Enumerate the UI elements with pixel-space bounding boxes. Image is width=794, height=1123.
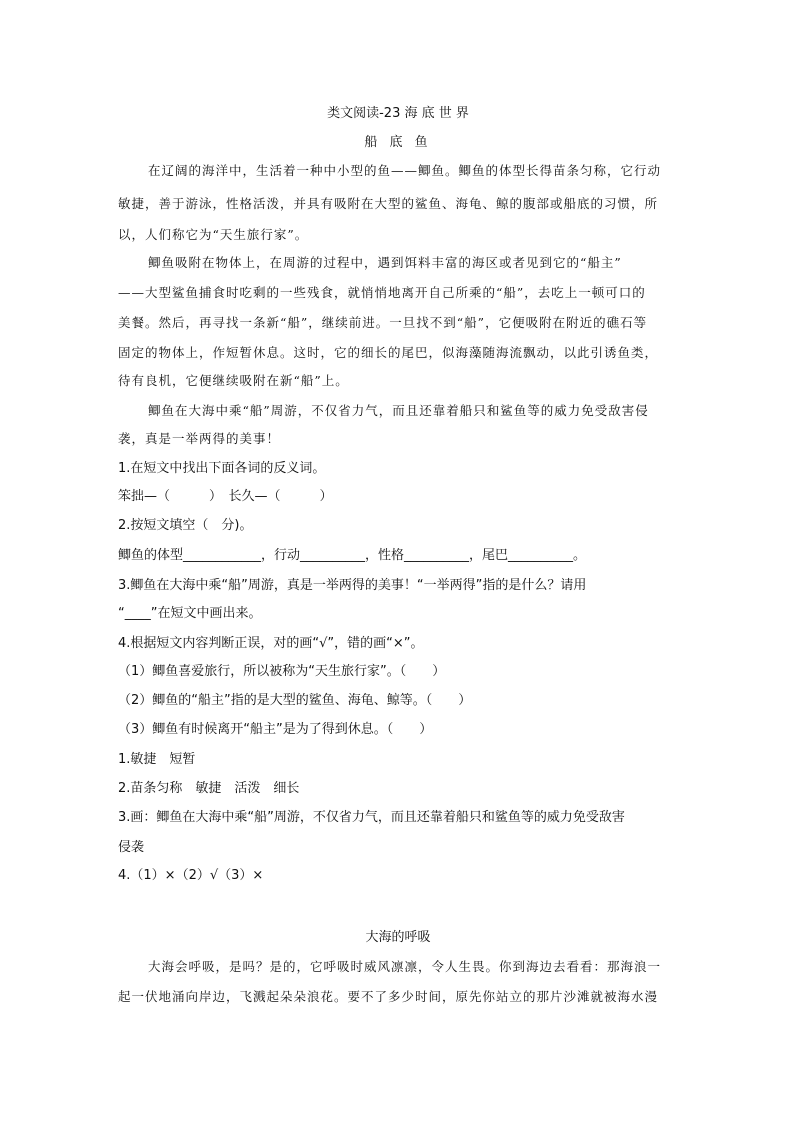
passage-line: 鲫鱼在大海中乘“船”周游，不仅省力气，而且还靠着船只和鲨鱼等的威力免受敌害侵 [148, 403, 649, 418]
question-line: 鲫鱼的体型____________，行动__________，性格__________，尾巴__________。 [118, 548, 587, 563]
question-line: 3.鲫鱼在大海中乘“船”周游，真是一举两得的美事！“一举两得”指的是什么？请用 [118, 578, 587, 593]
question-line: 笨拙—（ ） 长久—（ ） [118, 489, 333, 504]
answer-line: 4.（1）×（2）√（3）× [118, 868, 264, 883]
passage-line: 袭，真是一举两得的美事！ [118, 431, 281, 446]
passage-line: 在辽阔的海洋中，生活着一种中小型的鱼——鲫鱼。鲫鱼的体型长得苗条匀称，它行动 [148, 163, 662, 178]
passage-title: 大海的呼吸 [365, 930, 431, 945]
question-line: 4.根据短文内容判断正误，对的画“√”，错的画“×”。 [118, 636, 424, 651]
passage-line: 美餐。然后，再寻找一条新“船”，继续前进。一旦找不到“船”，它便吸附在附近的礁石等 [118, 315, 648, 330]
passage-title: 船 底 鱼 [364, 135, 432, 150]
answer-line: 3.画：鲫鱼在大海中乘“船”周游，不仅省力气，而且还靠着船只和鲨鱼等的威力免受敌害 [118, 810, 625, 825]
passage-line: 以，人们称它为“天生旅行家”。 [118, 227, 309, 242]
passage-line: 固定的物体上，作短暂休息。这时，它的细长的尾巴，似海藻随海流飘动，以此引诱鱼类， [118, 345, 659, 360]
answer-line: 侵袭 [118, 840, 145, 855]
document-title: 类文阅读-23 海 底 世 界 [327, 106, 469, 121]
passage-line: ——大型鲨鱼捕食时吃剩的一些残食，就悄悄地离开自己所乘的“船”，去吃上一顿可口的 [118, 285, 646, 300]
question-line: 2.按短文填空（ 分)。 [118, 518, 253, 533]
passage-line: 鲫鱼吸附在物体上，在周游的过程中，遇到饵料丰富的海区或者见到它的“船主” [148, 255, 622, 270]
question-line: （2）鲫鱼的“船主”指的是大型的鲨鱼、海龟、鲸等。（ ） [118, 693, 472, 708]
passage-line: 起一伏地涌向岸边，飞溅起朵朵浪花。要不了多少时间，原先你站立的那片沙滩就被海水漫 [118, 989, 659, 1004]
question-line: 1.在短文中找出下面各词的反义词。 [118, 461, 326, 476]
question-line: （3）鲫鱼有时候离开“船主”是为了得到休息。（ ） [118, 722, 433, 737]
question-line: “____”在短文中画出来。 [118, 606, 262, 621]
answer-line: 1.敏捷 短暂 [118, 752, 196, 767]
answer-line: 2.苗条匀称 敏捷 活泼 细长 [118, 781, 300, 796]
question-line: （1）鲫鱼喜爱旅行，所以被称为“天生旅行家”。（ ） [118, 664, 446, 679]
passage-line: 待有良机，它便继续吸附在新“船”上。 [118, 373, 349, 388]
passage-line: 敏捷，善于游泳，性格活泼，并具有吸附在大型的鲨鱼、海龟、鲸的腹部或船底的习惯，所 [118, 196, 659, 211]
passage-line: 大海会呼吸，是吗？是的，它呼吸时威风凛凛，令人生畏。你到海边去看看：那海浪一 [148, 959, 662, 974]
